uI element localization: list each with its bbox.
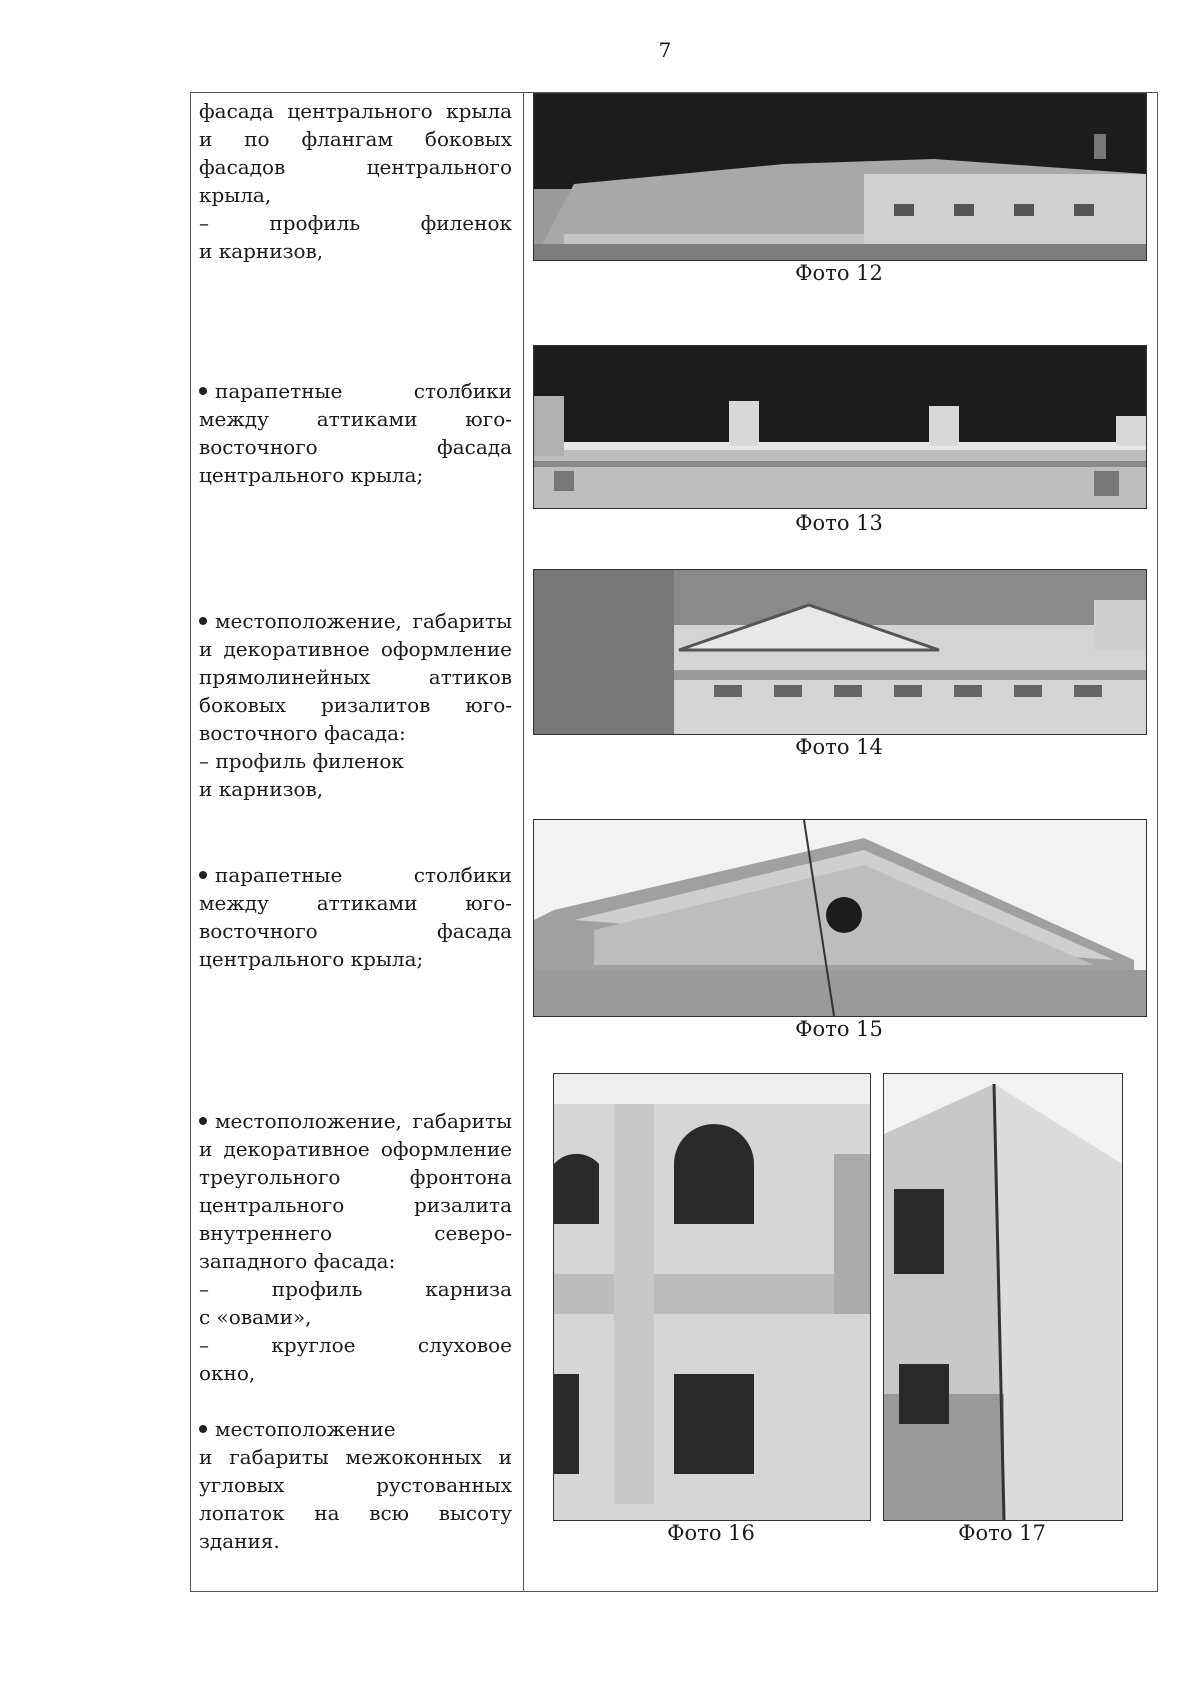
- text-line: фасадов центрального крыла,: [199, 155, 512, 207]
- text-line: местоположение, габариты: [199, 1107, 512, 1135]
- text-line: угловых рустованных: [199, 1473, 512, 1497]
- text-line: фасада центрального крыла: [199, 99, 512, 123]
- bullet-icon: [199, 1425, 207, 1433]
- text-line: центрального ризалита: [199, 1193, 512, 1217]
- photo-17-image: [884, 1074, 1122, 1520]
- text-line: центрального крыла;: [199, 463, 424, 487]
- bullet-icon: [199, 1117, 207, 1125]
- text-line: восточного фасада: [199, 435, 512, 459]
- photo-13: [533, 345, 1147, 509]
- text-line: и декоративное оформление: [199, 1137, 512, 1161]
- page-number: 7: [658, 38, 672, 62]
- column-divider: [523, 93, 524, 1591]
- bullet-icon: [199, 387, 207, 395]
- photo-13-caption: Фото 13: [795, 511, 883, 535]
- text-line: боковых ризалитов юго-: [199, 693, 512, 717]
- text-line: – круглое слуховое: [199, 1333, 512, 1357]
- text-line: – профиль филенок: [199, 211, 512, 235]
- text-line: – профиль филенок: [199, 749, 404, 773]
- text-line: и карнизов,: [199, 777, 324, 801]
- text-line: прямолинейных аттиков: [199, 665, 512, 689]
- text-line: западного фасада:: [199, 1249, 396, 1273]
- text-line: окно,: [199, 1361, 256, 1385]
- photo-13-image: [534, 346, 1146, 508]
- photo-17-caption: Фото 17: [958, 1521, 1046, 1545]
- text-line: восточного фасада:: [199, 721, 406, 745]
- text-line: треугольного фронтона: [199, 1165, 512, 1189]
- bullet-icon: [199, 871, 207, 879]
- text-line: местоположение: [199, 1415, 512, 1443]
- photo-14-image: [534, 570, 1146, 734]
- section-6-text: [199, 1415, 512, 1555]
- text-line: и карнизов,: [199, 239, 324, 263]
- photo-15-caption: Фото 15: [795, 1017, 883, 1041]
- section-4-text: [199, 861, 512, 973]
- photo-16-caption: Фото 16: [667, 1521, 755, 1545]
- text-line: здания.: [199, 1529, 280, 1553]
- text-line: лопаток на всю высоту: [199, 1501, 512, 1525]
- photo-14: [533, 569, 1147, 735]
- text-line: внутреннего северо-: [199, 1221, 512, 1245]
- photo-16-image: [554, 1074, 870, 1520]
- document-table: [190, 92, 1158, 1592]
- section-2-text: [199, 377, 512, 489]
- text-line: местоположение, габариты: [199, 607, 512, 635]
- text-line: – профиль карниза: [199, 1277, 512, 1301]
- photo-17: [883, 1073, 1123, 1521]
- text-line: с «овами»,: [199, 1305, 312, 1329]
- text-line: восточного фасада: [199, 919, 512, 943]
- text-line: между аттиками юго-: [199, 407, 512, 431]
- text-line: центрального крыла;: [199, 947, 424, 971]
- bullet-icon: [199, 617, 207, 625]
- text-line: между аттиками юго-: [199, 891, 512, 915]
- text-line: парапетные столбики: [199, 861, 512, 889]
- text-line: и декоративное оформление: [199, 637, 512, 661]
- photo-12: [533, 93, 1147, 261]
- section-3-text: [199, 607, 512, 803]
- photo-16: [553, 1073, 871, 1521]
- section-5-text: [199, 1107, 512, 1387]
- text-line: парапетные столбики: [199, 377, 512, 405]
- text-line: и габариты межоконных и: [199, 1445, 512, 1469]
- text-line: и по флангам боковых: [199, 127, 512, 151]
- section-1-text: [199, 97, 512, 265]
- photo-14-caption: Фото 14: [795, 735, 883, 759]
- photo-12-image: [534, 94, 1146, 260]
- photo-12-caption: Фото 12: [795, 261, 883, 285]
- photo-15-image: [534, 820, 1146, 1016]
- photo-15: [533, 819, 1147, 1017]
